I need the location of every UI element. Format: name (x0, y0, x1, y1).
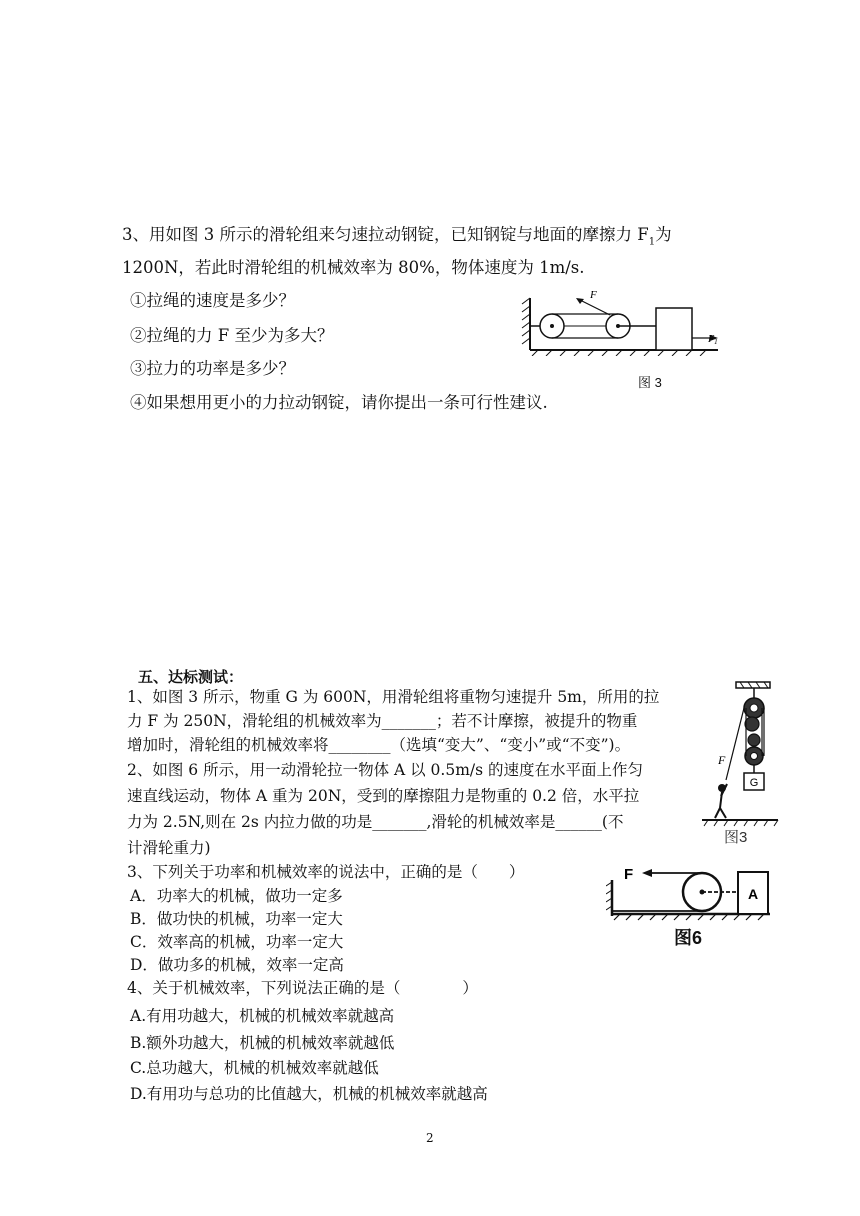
section-heading: 五、达标测试： (138, 668, 244, 686)
q3-item-2: ②拉绳的力 F 至少为多大？ (130, 326, 334, 345)
figure-6-caption: 图6 (674, 928, 703, 948)
figure-3-caption: 图 3 (638, 375, 662, 390)
s5-q1-line3: 增加时，滑轮组的机械效率将________（选填“变大”、“变小”或“不变”)。 (127, 736, 631, 754)
q3-line1: 3、用如图 3 所示的滑轮组来匀速拉动钢锭，已知钢锭与地面的摩擦力 $F_1$为 (122, 225, 672, 248)
s5-q4-option-c: C.总功越大，机械的机械效率就越低 (130, 1059, 379, 1077)
s5-q1-line2: 力 F 为 250N，滑轮组的机械效率为_______；若不计摩擦，被提升的物重 (127, 712, 638, 730)
figure-3-vertical-pulley (700, 680, 780, 828)
figure-3-vertical-caption: 图3 (724, 829, 748, 846)
s5-q2-line1: 2、如图 6 所示，用一动滑轮拉一物体 A 以 0.5m/s 的速度在水平面上作匀 (127, 761, 644, 779)
s5-q3-option-d: D．做功多的机械，效率一定高 (130, 956, 344, 974)
q3-item-1: ①拉绳的速度是多少？ (130, 291, 295, 310)
fig6-label-a: A (747, 886, 759, 902)
figure-3-horizontal-pulley (518, 286, 730, 356)
fig3-label-f1: $F_1$ (708, 334, 718, 346)
s5-q3-stem: 3、下列关于功率和机械效率的说法中，正确的是（ ） (127, 863, 525, 881)
s5-q3-option-b: B．做功快的机械，功率一定大 (130, 910, 343, 928)
fig3-label-f: F (590, 289, 597, 301)
q3-item-3: ③拉力的功率是多少？ (130, 359, 295, 378)
s5-q2-line2: 速直线运动，物体 A 重为 20N，受到的摩擦阻力是物重的 0.2 倍，水平拉 (127, 787, 640, 805)
s5-q1-line1: 1、如图 3 所示，物重 G 为 600N，用滑轮组将重物匀速提升 5m，所用的拉 (127, 688, 660, 706)
fig6-label-f: F (624, 866, 634, 883)
s5-q2-line4: 计滑轮重力) (127, 839, 211, 857)
q3-line2: 1200N，若此时滑轮组的机械效率为 80%，物体速度为 1m/s. (122, 258, 585, 277)
s5-q4-option-b: B.额外功越大，机械的机械效率就越低 (130, 1034, 395, 1052)
page-number: 2 (426, 1131, 434, 1145)
s5-q3-option-c: C．效率高的机械，功率一定大 (130, 933, 344, 951)
s5-q4-option-d: D.有用功与总功的比值越大，机械的机械效率就越高 (130, 1085, 488, 1103)
s5-q4-option-a: A.有用功越大，机械的机械效率就越高 (130, 1007, 395, 1025)
fig3v-label-g: G (749, 777, 759, 789)
s5-q4-stem: 4、关于机械效率，下列说法正确的是（ ） (127, 979, 478, 997)
figure-6-pulley (606, 862, 774, 922)
fig3v-label-f: F (718, 753, 726, 767)
s5-q2-line3: 力为 2.5N,则在 2s 内拉力做的功是_______,滑轮的机械效率是______(不 (127, 813, 624, 831)
s5-q3-option-a: A．功率大的机械，做功一定多 (130, 887, 343, 905)
q3-item-4: ④如果想用更小的力拉动钢锭，请你提出一条可行性建议. (130, 393, 548, 412)
